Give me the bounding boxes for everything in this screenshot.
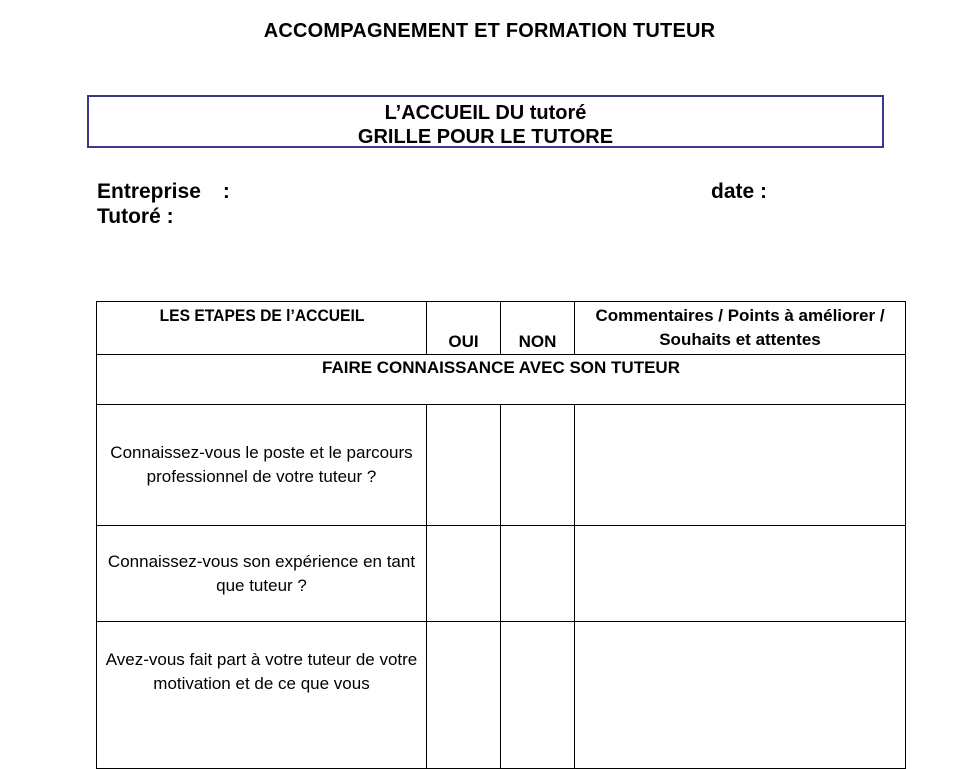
table-row [97, 526, 906, 622]
title-box-line-1: L’ACCUEIL DU tutoré [384, 102, 587, 124]
entreprise-label: Entreprise [97, 180, 201, 203]
date-field: date : [711, 180, 768, 203]
header-steps: LES ETAPES DE l’ACCUEIL [110, 302, 414, 355]
section-row [97, 355, 906, 405]
tutore-field: Tutoré : [97, 205, 174, 228]
document-title: ACCOMPAGNEMENT ET FORMATION TUTEUR [263, 20, 716, 42]
header-comments: Commentaires / Points à améliorer / Souhaits et attentes [575, 302, 906, 355]
title-box-line-2: GRILLE POUR LE TUTORE [357, 126, 614, 148]
table-header-row [97, 302, 906, 355]
entreprise-colon: : [222, 180, 230, 203]
question-cell: Avez-vous fait part à votre tuteur de votre motivation et de ce que vous [97, 622, 427, 769]
oui-cell[interactable] [427, 526, 501, 622]
non-cell[interactable] [501, 622, 575, 769]
evaluation-table [96, 301, 906, 769]
header-oui: OUI [427, 302, 501, 355]
question-cell: Connaissez-vous son expérience en tant que tuteur ? [97, 526, 427, 622]
comment-cell[interactable] [575, 622, 906, 769]
table-row [97, 622, 906, 769]
non-cell[interactable] [501, 405, 575, 526]
oui-cell[interactable] [427, 405, 501, 526]
header-non: NON [501, 302, 575, 355]
question-cell: Connaissez-vous le poste et le parcours professionnel de votre tuteur ? [97, 405, 427, 526]
comment-cell[interactable] [575, 405, 906, 526]
table-row [97, 405, 906, 526]
title-box [87, 95, 884, 148]
comment-cell[interactable] [575, 526, 906, 622]
entreprise-field [97, 180, 230, 204]
oui-cell[interactable] [427, 622, 501, 769]
non-cell[interactable] [501, 526, 575, 622]
section-heading: FAIRE CONNAISSANCE AVEC SON TUTEUR [97, 355, 906, 405]
